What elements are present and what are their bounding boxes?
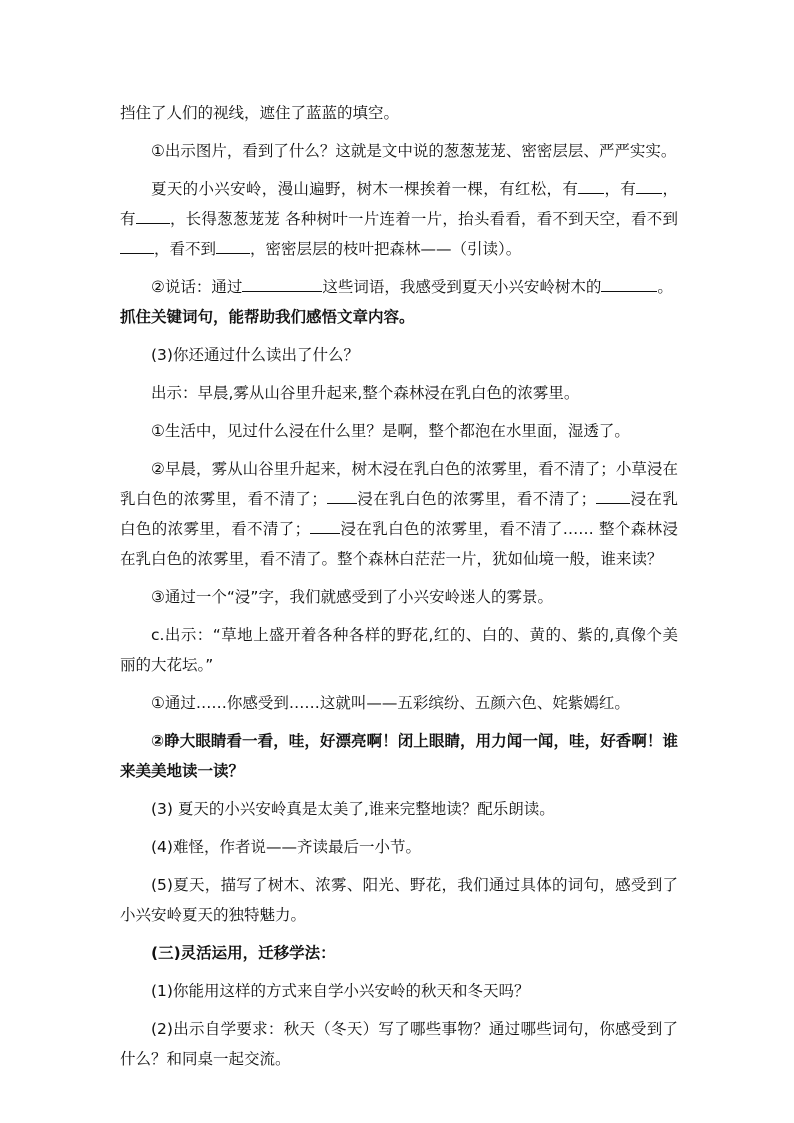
text-segment: 浸在乳白色的浓雾里，看不清了…… 整个森林浸在乳白色的浓雾里，看不清了。整个森林白茫茫一片，犹如仙境一般，谁来读？ bbox=[120, 520, 678, 568]
paragraph: ③通过一个“浸”字，我们就感受到了小兴安岭迷人的雾景。 bbox=[151, 588, 553, 606]
key-point: 抓住关键词句，能帮助我们感悟文章内容。 bbox=[120, 308, 415, 326]
section-heading: (三)灵活运用，迁移学法： bbox=[151, 944, 336, 962]
paragraph: 出示：早晨,雾从山谷里升起来,整个森林浸在乳白色的浓雾里。 bbox=[151, 384, 580, 402]
text-segment: ，密密层层的枝叶把森林——（引读）。 bbox=[250, 240, 522, 258]
paragraph: ①出示图片，看到了什么？这就是文中说的葱葱茏茏、密密层层、严严实实。 bbox=[151, 142, 677, 160]
text-segment: 浸在乳白色的浓雾里，看不清了； bbox=[356, 490, 597, 508]
fill-blank bbox=[636, 192, 662, 194]
text-segment: ，长得葱葱茏茏 各种树叶一片连着一片，抬头看看，看不到天空，看不到 bbox=[169, 210, 678, 228]
paragraph: ①生活中，见过什么浸在什么里？是啊，整个都泡在水里面，湿透了。 bbox=[151, 422, 630, 440]
paragraph: (1)你能用这样的方式来自学小兴安岭的秋天和冬天吗？ bbox=[151, 982, 530, 1000]
text-segment: 这些词语，我感受到夏天小兴安岭树木的 bbox=[322, 278, 602, 296]
paragraph: 挡住了人们的视线，遮住了蓝蓝的填空。 bbox=[120, 104, 400, 122]
paragraph: (5)夏天，描写了树木、浓雾、阳光、野花，我们通过具体的词句，感受到了小兴安岭夏天的独特魅力。 bbox=[120, 876, 678, 924]
text-segment: ，看不到 bbox=[154, 240, 217, 258]
fill-blank bbox=[136, 222, 170, 224]
text-segment: 。 bbox=[657, 278, 673, 296]
text-segment: ②说话：通过 bbox=[151, 278, 243, 296]
paragraph-with-blanks bbox=[120, 272, 678, 302]
paragraph: ②睁大眼睛看一看，哇，好漂亮啊！闭上眼睛，用力闻一闻，哇，好香啊！谁来美美地读一读？ bbox=[120, 732, 678, 780]
text-segment: ，有 bbox=[604, 180, 637, 198]
fill-blank bbox=[242, 290, 322, 292]
paragraph-with-blanks bbox=[120, 174, 678, 264]
fill-blank bbox=[120, 252, 154, 254]
paragraph: c.出示：“草地上盛开着各种各样的野花,红的、白的、黄的、紫的,真像个美丽的大花坛。” bbox=[120, 626, 678, 674]
fill-blank bbox=[327, 502, 357, 504]
fill-blank bbox=[216, 252, 250, 254]
paragraph: (2)出示自学要求：秋天（冬天）写了哪些事物？通过哪些词句，你感受到了什么？和同桌一起交流。 bbox=[120, 1020, 678, 1068]
text-segment: ，有 bbox=[120, 180, 678, 228]
paragraph: (3) 夏天的小兴安岭真是太美了,谁来完整地读？配乐朗读。 bbox=[151, 800, 555, 818]
text-segment: ②早晨，雾从山谷里升起来，树木浸在乳白色的浓雾里，看不清了；小草浸在乳白色的浓雾里，看不清了； bbox=[120, 460, 678, 508]
paragraph: (4)难怪，作者说——齐读最后一小节。 bbox=[151, 838, 421, 856]
fill-blank bbox=[601, 290, 657, 292]
fill-blank bbox=[596, 502, 630, 504]
text-segment: 夏天的小兴安岭，漫山遍野，树木一棵挨着一棵，有红松，有 bbox=[151, 180, 579, 198]
paragraph: (3)你还通过什么读出了什么？ bbox=[151, 346, 359, 364]
fill-blank bbox=[310, 532, 340, 534]
document-page bbox=[120, 98, 678, 1082]
paragraph: ①通过……你感受到……这就叫——五彩缤纷、五颜六色、姹紫嫣红。 bbox=[151, 694, 630, 712]
fill-blank bbox=[578, 192, 604, 194]
paragraph-with-blanks bbox=[120, 454, 678, 574]
text-segment: 浸在乳白色的浓雾里，看不清了； bbox=[120, 490, 678, 538]
